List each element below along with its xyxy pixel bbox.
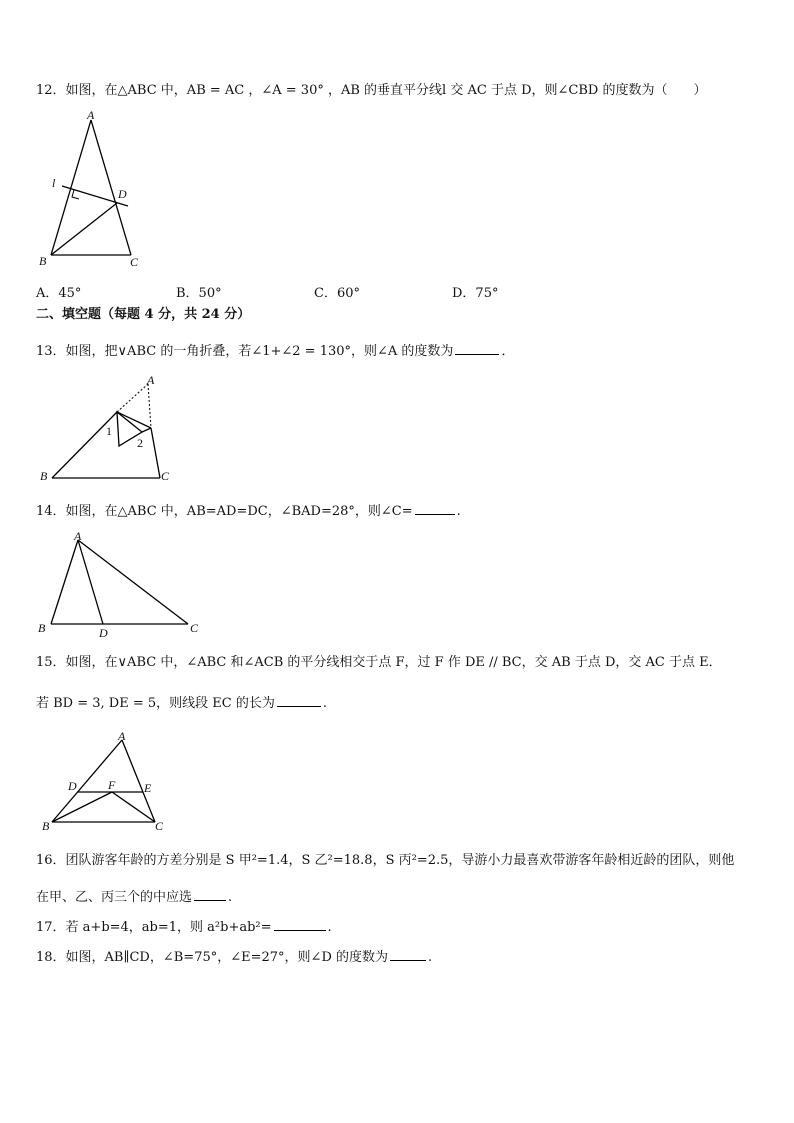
q18-answer-blank[interactable] [390,946,426,961]
q12-label-a: A [87,110,95,122]
q14-label-b: B [38,621,46,635]
q14-label-a: A [74,529,82,543]
q13-label-2: 2 [137,436,143,450]
q12-option-a[interactable]: A．45° [36,286,82,301]
q15-text-line1: 15．如图，在∨ABC 中，∠ABC 和∠ACB 的平分线相交于点 F，过 F 作 DE // BC，交 AB 于点 D，交 AC 于点 E． [36,655,722,670]
q12-option-c[interactable]: C．60° [314,286,360,301]
q12-text: 12．如图，在△ABC 中，AB = AC ，∠A = 30° ，AB 的垂直平分线l 交 AC 于点 D，则∠CBD 的度数为（ ） [36,83,707,98]
q12-label-l: l [52,176,56,190]
q13-fold-mark [142,428,151,432]
q15-label-a: A [118,729,126,743]
q16-text-line1: 16．团队游客年龄的方差分别是 S 甲²=1.4，S 乙²=18.8，S 丙²=2.5，导游小力最喜欢带游客年龄相近龄的团队，则他 [36,853,735,868]
q13-original-a-right [148,384,151,428]
q15-text-line2: 若 BD = 3, DE = 5，则线段 EC 的长为 . [36,692,327,713]
q16-text-line2: 在甲、乙、丙三个的中应选 . [36,886,232,907]
q12-option-b[interactable]: B．50° [176,286,222,301]
q15-answer-blank[interactable] [277,692,321,707]
q13-original-a-left [117,384,148,412]
q17-text: 17．若 a+b=4，ab=1，则 a²b+ab²= . [36,916,332,937]
q15-label-c: C [155,819,164,833]
q13-label-1: 1 [106,424,112,438]
q14-label-d: D [99,626,108,640]
q12-figure [36,110,166,276]
q13-label-a: A [147,373,155,387]
q12-option-d[interactable]: D．75° [452,286,499,301]
q13-answer-blank[interactable] [455,340,499,355]
q13-side-cright [151,428,160,478]
q14-label-c: C [190,621,199,635]
q14-side-ab [51,540,78,624]
q12-label-c: C [130,255,139,269]
q12-side-ab [51,120,91,255]
q13-figure [36,372,186,490]
q15-segment-bf [52,792,112,822]
q13-label-c: C [161,469,170,483]
q15-label-d: D [68,779,77,793]
q14-text: 14．如图，在△ABC 中，AB=AD=DC，∠BAD=28°，则∠C= . [36,500,461,521]
q15-label-f: F [108,778,116,792]
q15-figure [36,728,176,838]
q14-segment-ad [78,540,103,624]
section-2-heading: 二、填空题（每题 4 分，共 24 分） [36,307,251,322]
q12-label-d: D [118,187,127,201]
q14-side-ac [78,540,188,624]
q17-answer-blank[interactable] [274,916,326,931]
q13-label-b: B [40,469,48,483]
q14-figure [36,528,216,644]
q15-label-e: E [144,781,152,795]
q15-label-b: B [42,819,50,833]
q13-side-ba [52,412,117,478]
q18-text: 18．如图，AB∥CD，∠B=75°，∠E=27°，则∠D 的度数为 . [36,946,432,967]
q16-answer-blank[interactable] [194,886,226,901]
q14-answer-blank[interactable] [415,500,455,515]
q13-text: 13．如图，把∨ABC 的一角折叠，若∠1+∠2 = 130°，则∠A 的度数为 ． [36,340,514,361]
q12-segment-bd [51,203,117,255]
q12-label-b: B [39,254,47,268]
